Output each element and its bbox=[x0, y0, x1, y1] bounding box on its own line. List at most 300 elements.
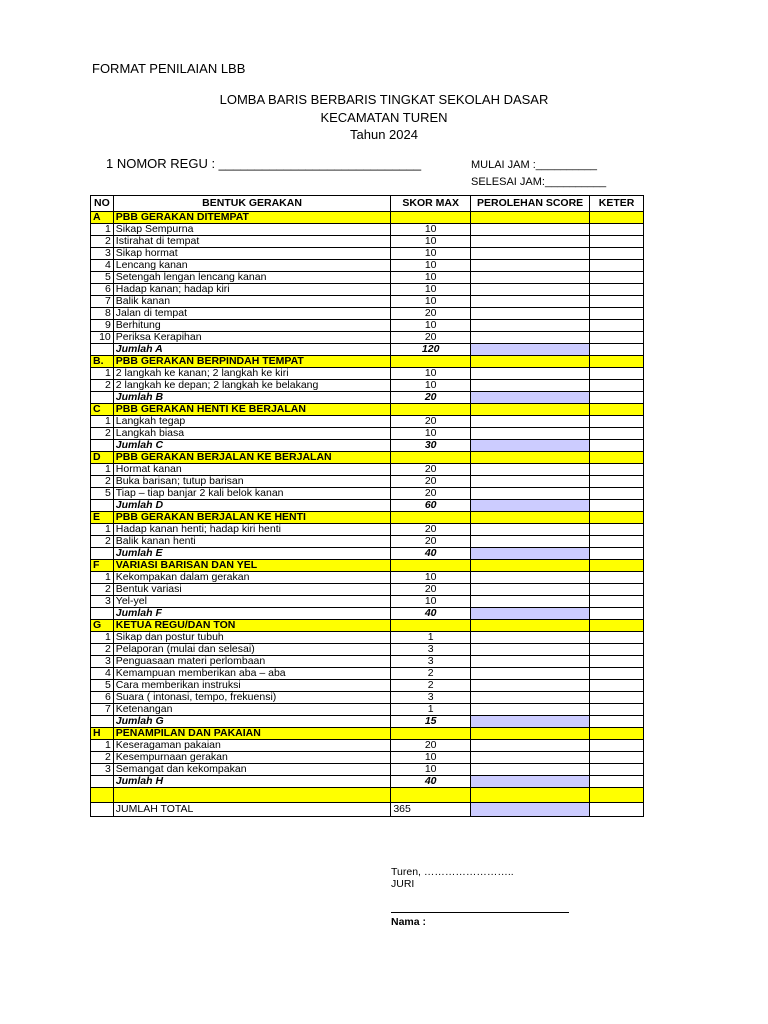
score-entry-cell[interactable] bbox=[471, 692, 590, 704]
remarks-cell[interactable] bbox=[590, 740, 644, 752]
score-entry-cell[interactable] bbox=[471, 488, 590, 500]
table-row bbox=[91, 296, 644, 308]
remarks-cell[interactable] bbox=[590, 692, 644, 704]
subtotal-max-score: 20 bbox=[391, 392, 471, 404]
section-row bbox=[91, 356, 644, 368]
item-name: Cara memberikan instruksi bbox=[113, 680, 391, 692]
subtotal-keter-cell[interactable] bbox=[590, 608, 644, 620]
item-max-score: 10 bbox=[391, 380, 471, 392]
section-code: B. bbox=[91, 356, 114, 368]
table-row bbox=[91, 368, 644, 380]
subtotal-no-cell bbox=[91, 548, 114, 560]
score-entry-cell[interactable] bbox=[471, 752, 590, 764]
subtotal-keter-cell[interactable] bbox=[590, 548, 644, 560]
section-row bbox=[91, 404, 644, 416]
section-title: PBB GERAKAN DITEMPAT bbox=[113, 212, 391, 224]
col-header-perolehan: PEROLEHAN SCORE bbox=[471, 196, 590, 212]
item-number: 2 bbox=[91, 536, 114, 548]
remarks-cell[interactable] bbox=[590, 332, 644, 344]
item-number: 3 bbox=[91, 248, 114, 260]
item-number: 1 bbox=[91, 224, 114, 236]
section-row bbox=[91, 620, 644, 632]
section-row bbox=[91, 452, 644, 464]
subtotal-keter-cell[interactable] bbox=[590, 344, 644, 356]
section-title: PBB GERAKAN HENTI KE BERJALAN bbox=[113, 404, 391, 416]
table-row bbox=[91, 428, 644, 440]
item-name: Suara ( intonasi, tempo, frekuensi) bbox=[113, 692, 391, 704]
item-name: 2 langkah ke kanan; 2 langkah ke kiri bbox=[113, 368, 391, 380]
subtotal-keter-cell[interactable] bbox=[590, 716, 644, 728]
item-max-score: 10 bbox=[391, 272, 471, 284]
item-number: 8 bbox=[91, 308, 114, 320]
score-entry-cell[interactable] bbox=[471, 644, 590, 656]
item-number: 2 bbox=[91, 584, 114, 596]
subtotal-label: Jumlah C bbox=[113, 440, 391, 452]
subtotal-no-cell bbox=[91, 608, 114, 620]
item-max-score: 20 bbox=[391, 476, 471, 488]
item-number: 9 bbox=[91, 320, 114, 332]
item-number: 1 bbox=[91, 368, 114, 380]
remarks-cell[interactable] bbox=[590, 764, 644, 776]
score-entry-cell[interactable] bbox=[471, 332, 590, 344]
subtotal-max-score: 15 bbox=[391, 716, 471, 728]
score-entry-cell[interactable] bbox=[471, 272, 590, 284]
subtotal-score-cell[interactable] bbox=[471, 344, 590, 356]
table-row bbox=[91, 596, 644, 608]
table-row bbox=[91, 668, 644, 680]
item-max-score: 1 bbox=[391, 704, 471, 716]
item-max-score: 3 bbox=[391, 656, 471, 668]
item-name: Pelaporan (mulai dan selesai) bbox=[113, 644, 391, 656]
remarks-cell[interactable] bbox=[590, 476, 644, 488]
item-max-score: 10 bbox=[391, 368, 471, 380]
subtotal-max-score: 40 bbox=[391, 608, 471, 620]
item-number: 3 bbox=[91, 596, 114, 608]
table-row bbox=[91, 740, 644, 752]
signature-line bbox=[391, 912, 569, 913]
remarks-cell[interactable] bbox=[590, 752, 644, 764]
table-row bbox=[91, 224, 644, 236]
item-number: 7 bbox=[91, 296, 114, 308]
section-code: C bbox=[91, 404, 114, 416]
score-entry-cell[interactable] bbox=[471, 656, 590, 668]
table-row bbox=[91, 764, 644, 776]
item-max-score: 10 bbox=[391, 248, 471, 260]
item-name: Sikap Sempurna bbox=[113, 224, 391, 236]
competition-title: LOMBA BARIS BERBARIS TINGKAT SEKOLAH DASAR bbox=[219, 92, 549, 107]
table-row bbox=[91, 572, 644, 584]
item-name: Yel-yel bbox=[113, 596, 391, 608]
score-entry-cell[interactable] bbox=[471, 764, 590, 776]
table-row bbox=[91, 476, 644, 488]
total-no-cell bbox=[91, 803, 114, 817]
score-entry-cell[interactable] bbox=[471, 248, 590, 260]
subtotal-label: Jumlah H bbox=[113, 776, 391, 788]
section-row bbox=[91, 512, 644, 524]
remarks-cell[interactable] bbox=[590, 488, 644, 500]
table-header-row bbox=[91, 196, 644, 212]
score-entry-cell[interactable] bbox=[471, 584, 590, 596]
remarks-cell[interactable] bbox=[590, 368, 644, 380]
score-entry-cell[interactable] bbox=[471, 596, 590, 608]
section-keter-cell bbox=[590, 512, 644, 524]
section-perolehan-cell bbox=[471, 212, 590, 224]
item-max-score: 2 bbox=[391, 668, 471, 680]
remarks-cell[interactable] bbox=[590, 296, 644, 308]
subtotal-label: Jumlah D bbox=[113, 500, 391, 512]
item-name: Sikap hormat bbox=[113, 248, 391, 260]
score-entry-cell[interactable] bbox=[471, 536, 590, 548]
total-row bbox=[91, 803, 644, 817]
subtotal-score-cell[interactable] bbox=[471, 716, 590, 728]
section-keter-cell bbox=[590, 560, 644, 572]
item-name: Keseragaman pakaian bbox=[113, 740, 391, 752]
item-number: 1 bbox=[91, 572, 114, 584]
item-number: 3 bbox=[91, 764, 114, 776]
section-keter-cell bbox=[590, 356, 644, 368]
item-number: 2 bbox=[91, 644, 114, 656]
score-entry-cell[interactable] bbox=[471, 380, 590, 392]
form-format-title: FORMAT PENILAIAN LBB bbox=[92, 61, 246, 76]
table-row bbox=[91, 632, 644, 644]
item-number: 2 bbox=[91, 428, 114, 440]
item-max-score: 10 bbox=[391, 260, 471, 272]
section-perolehan-cell bbox=[471, 404, 590, 416]
item-name: Langkah biasa bbox=[113, 428, 391, 440]
spacer-cell bbox=[471, 788, 590, 803]
table-row bbox=[91, 248, 644, 260]
score-entry-cell[interactable] bbox=[471, 284, 590, 296]
judge-name-label: Nama : bbox=[391, 916, 427, 928]
item-max-score: 2 bbox=[391, 680, 471, 692]
subtotal-label: Jumlah E bbox=[113, 548, 391, 560]
table-row bbox=[91, 416, 644, 428]
subtotal-score-cell[interactable] bbox=[471, 776, 590, 788]
score-entry-cell[interactable] bbox=[471, 236, 590, 248]
item-max-score: 10 bbox=[391, 428, 471, 440]
col-header-no: NO bbox=[91, 196, 114, 212]
item-name: Periksa Kerapihan bbox=[113, 332, 391, 344]
item-name: Hormat kanan bbox=[113, 464, 391, 476]
remarks-cell[interactable] bbox=[590, 320, 644, 332]
section-skor-cell bbox=[391, 560, 471, 572]
table-row bbox=[91, 272, 644, 284]
item-name: Lencang kanan bbox=[113, 260, 391, 272]
item-number: 4 bbox=[91, 260, 114, 272]
table-row bbox=[91, 488, 644, 500]
subtotal-max-score: 60 bbox=[391, 500, 471, 512]
item-max-score: 10 bbox=[391, 764, 471, 776]
score-entry-cell[interactable] bbox=[471, 368, 590, 380]
item-number: 10 bbox=[91, 332, 114, 344]
item-name: Balik kanan bbox=[113, 296, 391, 308]
subtotal-label: Jumlah F bbox=[113, 608, 391, 620]
section-skor-cell bbox=[391, 620, 471, 632]
score-entry-cell[interactable] bbox=[471, 464, 590, 476]
subtotal-no-cell bbox=[91, 776, 114, 788]
total-score-cell[interactable] bbox=[471, 803, 590, 817]
item-max-score: 20 bbox=[391, 740, 471, 752]
section-skor-cell bbox=[391, 452, 471, 464]
score-entry-cell[interactable] bbox=[471, 416, 590, 428]
table-row bbox=[91, 584, 644, 596]
subtotal-max-score: 30 bbox=[391, 440, 471, 452]
table-row bbox=[91, 692, 644, 704]
table-row bbox=[91, 332, 644, 344]
item-name: Buka barisan; tutup barisan bbox=[113, 476, 391, 488]
table-body bbox=[91, 212, 644, 817]
team-number-field: 1 NOMOR REGU : ____________________________ bbox=[106, 156, 422, 171]
section-code: F bbox=[91, 560, 114, 572]
subtotal-row bbox=[91, 548, 644, 560]
item-number: 1 bbox=[91, 416, 114, 428]
table-row bbox=[91, 536, 644, 548]
item-max-score: 10 bbox=[391, 752, 471, 764]
table-row bbox=[91, 656, 644, 668]
subtotal-no-cell bbox=[91, 440, 114, 452]
remarks-cell[interactable] bbox=[590, 704, 644, 716]
district-title: KECAMATAN TUREN bbox=[320, 110, 448, 125]
item-number: 1 bbox=[91, 632, 114, 644]
item-name: Hadap kanan; hadap kiri bbox=[113, 284, 391, 296]
item-max-score: 3 bbox=[391, 692, 471, 704]
item-max-score: 10 bbox=[391, 224, 471, 236]
subtotal-score-cell[interactable] bbox=[471, 392, 590, 404]
remarks-cell[interactable] bbox=[590, 236, 644, 248]
item-number: 2 bbox=[91, 752, 114, 764]
score-entry-cell[interactable] bbox=[471, 296, 590, 308]
table-row bbox=[91, 320, 644, 332]
item-max-score: 20 bbox=[391, 416, 471, 428]
total-max-score: 365 bbox=[391, 803, 471, 817]
score-entry-cell[interactable] bbox=[471, 524, 590, 536]
score-entry-cell[interactable] bbox=[471, 740, 590, 752]
score-entry-cell[interactable] bbox=[471, 680, 590, 692]
remarks-cell[interactable] bbox=[590, 680, 644, 692]
remarks-cell[interactable] bbox=[590, 632, 644, 644]
section-keter-cell bbox=[590, 404, 644, 416]
table-row bbox=[91, 644, 644, 656]
start-time-field: MULAI JAM :__________ bbox=[471, 159, 597, 171]
item-number: 1 bbox=[91, 524, 114, 536]
item-name: Kemampuan memberikan aba – aba bbox=[113, 668, 391, 680]
item-name: Langkah tegap bbox=[113, 416, 391, 428]
end-time-field: SELESAI JAM:__________ bbox=[471, 176, 607, 188]
item-max-score: 10 bbox=[391, 236, 471, 248]
table-row bbox=[91, 704, 644, 716]
item-number: 4 bbox=[91, 668, 114, 680]
item-name: Penguasaan materi perlombaan bbox=[113, 656, 391, 668]
section-perolehan-cell bbox=[471, 560, 590, 572]
item-max-score: 10 bbox=[391, 296, 471, 308]
section-title: PBB GERAKAN BERJALAN KE HENTI bbox=[113, 512, 391, 524]
remarks-cell[interactable] bbox=[590, 572, 644, 584]
section-keter-cell bbox=[590, 212, 644, 224]
item-max-score: 3 bbox=[391, 644, 471, 656]
score-entry-cell[interactable] bbox=[471, 572, 590, 584]
col-header-keter: KETER bbox=[590, 196, 644, 212]
remarks-cell[interactable] bbox=[590, 272, 644, 284]
section-perolehan-cell bbox=[471, 620, 590, 632]
section-perolehan-cell bbox=[471, 512, 590, 524]
subtotal-label: Jumlah B bbox=[113, 392, 391, 404]
score-entry-cell[interactable] bbox=[471, 632, 590, 644]
item-name: Bentuk variasi bbox=[113, 584, 391, 596]
score-entry-cell[interactable] bbox=[471, 308, 590, 320]
section-perolehan-cell bbox=[471, 356, 590, 368]
remarks-cell[interactable] bbox=[590, 596, 644, 608]
item-name: Semangat dan kekompakan bbox=[113, 764, 391, 776]
section-title: PENAMPILAN DAN PAKAIAN bbox=[113, 728, 391, 740]
table-row bbox=[91, 260, 644, 272]
section-keter-cell bbox=[590, 452, 644, 464]
subtotal-score-cell[interactable] bbox=[471, 440, 590, 452]
score-entry-cell[interactable] bbox=[471, 320, 590, 332]
score-entry-cell[interactable] bbox=[471, 224, 590, 236]
remarks-cell[interactable] bbox=[590, 416, 644, 428]
item-max-score: 10 bbox=[391, 572, 471, 584]
item-number: 2 bbox=[91, 236, 114, 248]
subtotal-label: Jumlah A bbox=[113, 344, 391, 356]
remarks-cell[interactable] bbox=[590, 428, 644, 440]
section-code: H bbox=[91, 728, 114, 740]
item-number: 6 bbox=[91, 692, 114, 704]
subtotal-keter-cell[interactable] bbox=[590, 776, 644, 788]
subtotal-no-cell bbox=[91, 344, 114, 356]
item-max-score: 20 bbox=[391, 464, 471, 476]
remarks-cell[interactable] bbox=[590, 380, 644, 392]
item-max-score: 1 bbox=[391, 632, 471, 644]
item-name: Istirahat di tempat bbox=[113, 236, 391, 248]
section-code: E bbox=[91, 512, 114, 524]
subtotal-no-cell bbox=[91, 716, 114, 728]
item-max-score: 20 bbox=[391, 308, 471, 320]
score-entry-cell[interactable] bbox=[471, 476, 590, 488]
section-title: PBB GERAKAN BERPINDAH TEMPAT bbox=[113, 356, 391, 368]
spacer-row bbox=[91, 788, 644, 803]
section-row bbox=[91, 560, 644, 572]
remarks-cell[interactable] bbox=[590, 464, 644, 476]
subtotal-score-cell[interactable] bbox=[471, 500, 590, 512]
subtotal-keter-cell[interactable] bbox=[590, 392, 644, 404]
subtotal-row bbox=[91, 716, 644, 728]
subtotal-max-score: 40 bbox=[391, 548, 471, 560]
subtotal-no-cell bbox=[91, 392, 114, 404]
item-number: 5 bbox=[91, 488, 114, 500]
subtotal-score-cell[interactable] bbox=[471, 548, 590, 560]
section-skor-cell bbox=[391, 212, 471, 224]
item-number: 2 bbox=[91, 476, 114, 488]
item-max-score: 20 bbox=[391, 536, 471, 548]
score-entry-cell[interactable] bbox=[471, 668, 590, 680]
signature-place: Turen, …………………….. bbox=[391, 866, 514, 878]
spacer-cell bbox=[113, 788, 391, 803]
item-name: Sikap dan postur tubuh bbox=[113, 632, 391, 644]
subtotal-row bbox=[91, 500, 644, 512]
subtotal-keter-cell[interactable] bbox=[590, 440, 644, 452]
table-row bbox=[91, 524, 644, 536]
subtotal-row bbox=[91, 776, 644, 788]
remarks-cell[interactable] bbox=[590, 644, 644, 656]
item-number: 3 bbox=[91, 656, 114, 668]
item-number: 1 bbox=[91, 740, 114, 752]
item-name: Berhitung bbox=[113, 320, 391, 332]
remarks-cell[interactable] bbox=[590, 536, 644, 548]
table-row bbox=[91, 380, 644, 392]
remarks-cell[interactable] bbox=[590, 308, 644, 320]
section-keter-cell bbox=[590, 728, 644, 740]
table-row bbox=[91, 308, 644, 320]
remarks-cell[interactable] bbox=[590, 656, 644, 668]
year-title: Tahun 2024 bbox=[350, 127, 418, 142]
spacer-cell bbox=[391, 788, 471, 803]
section-code: D bbox=[91, 452, 114, 464]
item-max-score: 10 bbox=[391, 596, 471, 608]
item-name: Jalan di tempat bbox=[113, 308, 391, 320]
subtotal-row bbox=[91, 440, 644, 452]
section-title: KETUA REGU/DAN TON bbox=[113, 620, 391, 632]
remarks-cell[interactable] bbox=[590, 248, 644, 260]
total-keter-cell[interactable] bbox=[590, 803, 644, 817]
item-max-score: 10 bbox=[391, 320, 471, 332]
item-name: Hadap kanan henti; hadap kiri henti bbox=[113, 524, 391, 536]
section-keter-cell bbox=[590, 620, 644, 632]
table-row bbox=[91, 236, 644, 248]
subtotal-score-cell[interactable] bbox=[471, 608, 590, 620]
total-label: JUMLAH TOTAL bbox=[113, 803, 391, 817]
item-name: Setengah lengan lencang kanan bbox=[113, 272, 391, 284]
section-row bbox=[91, 212, 644, 224]
section-title: PBB GERAKAN BERJALAN KE BERJALAN bbox=[113, 452, 391, 464]
item-max-score: 20 bbox=[391, 332, 471, 344]
score-entry-cell[interactable] bbox=[471, 704, 590, 716]
section-skor-cell bbox=[391, 404, 471, 416]
section-skor-cell bbox=[391, 728, 471, 740]
subtotal-keter-cell[interactable] bbox=[590, 500, 644, 512]
section-row bbox=[91, 728, 644, 740]
remarks-cell[interactable] bbox=[590, 668, 644, 680]
item-max-score: 20 bbox=[391, 488, 471, 500]
section-skor-cell bbox=[391, 356, 471, 368]
score-entry-cell[interactable] bbox=[471, 260, 590, 272]
item-max-score: 20 bbox=[391, 524, 471, 536]
remarks-cell[interactable] bbox=[590, 224, 644, 236]
remarks-cell[interactable] bbox=[590, 524, 644, 536]
item-name: Balik kanan henti bbox=[113, 536, 391, 548]
item-max-score: 20 bbox=[391, 584, 471, 596]
remarks-cell[interactable] bbox=[590, 584, 644, 596]
item-number: 6 bbox=[91, 284, 114, 296]
section-code: A bbox=[91, 212, 114, 224]
item-name: Ketenangan bbox=[113, 704, 391, 716]
item-name: Kesempurnaan gerakan bbox=[113, 752, 391, 764]
table-row bbox=[91, 752, 644, 764]
subtotal-max-score: 120 bbox=[391, 344, 471, 356]
section-code: G bbox=[91, 620, 114, 632]
table-row bbox=[91, 680, 644, 692]
table-row bbox=[91, 464, 644, 476]
col-header-skor: SKOR MAX bbox=[391, 196, 471, 212]
section-title: VARIASI BARISAN DAN YEL bbox=[113, 560, 391, 572]
item-number: 7 bbox=[91, 704, 114, 716]
item-name: Kekompakan dalam gerakan bbox=[113, 572, 391, 584]
spacer-cell bbox=[590, 788, 644, 803]
remarks-cell[interactable] bbox=[590, 260, 644, 272]
remarks-cell[interactable] bbox=[590, 284, 644, 296]
score-entry-cell[interactable] bbox=[471, 428, 590, 440]
item-max-score: 10 bbox=[391, 284, 471, 296]
spacer-cell bbox=[91, 788, 114, 803]
